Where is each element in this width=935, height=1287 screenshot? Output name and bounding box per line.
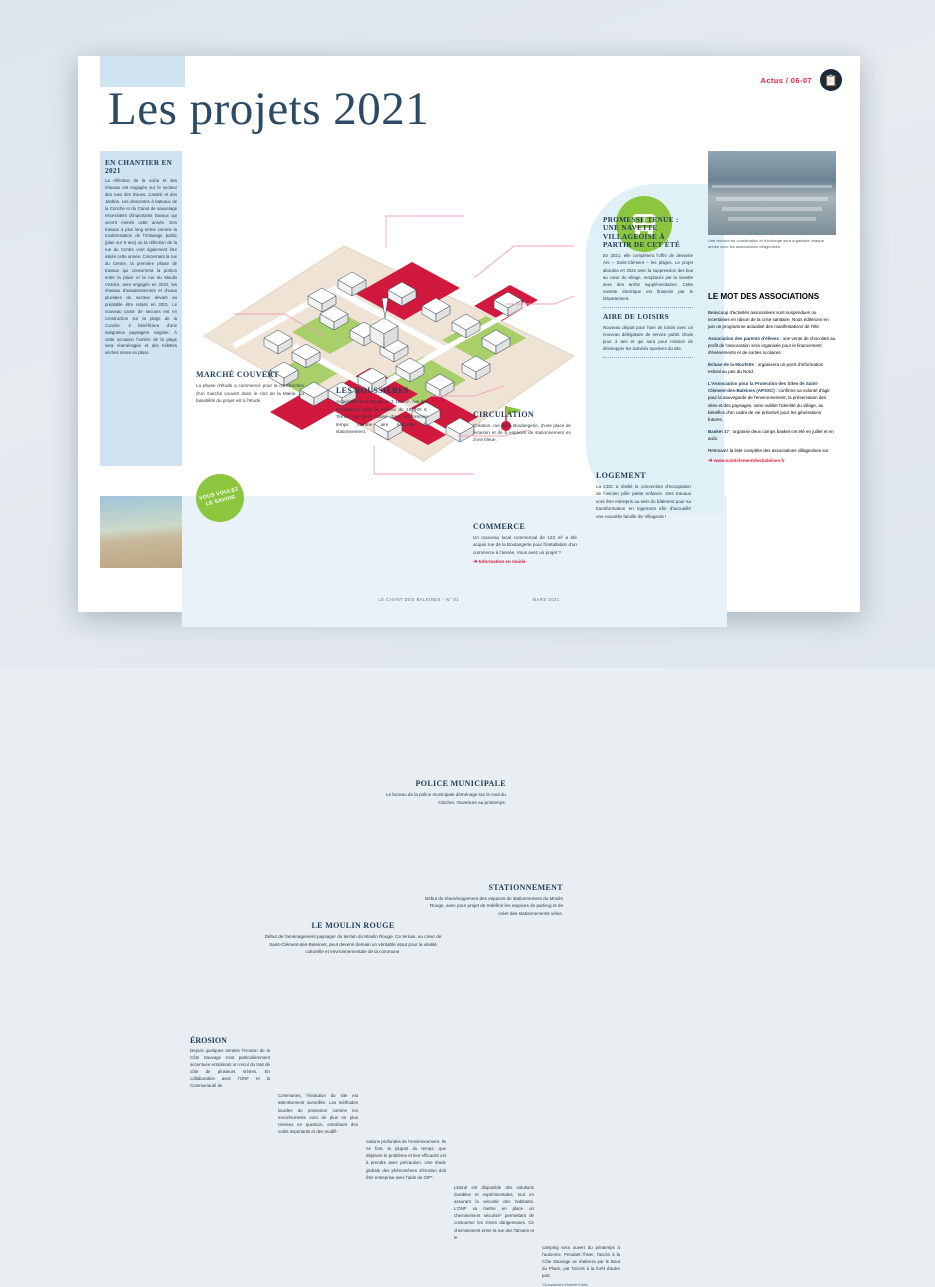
erosion-column-3: [366, 1138, 446, 1181]
teal-column: [603, 216, 693, 363]
callout-logement: [596, 471, 691, 520]
callout-police-municipale: [378, 779, 506, 806]
callout-circulation: [473, 410, 571, 444]
callout-moulin-rouge: [263, 921, 443, 955]
footer-right: MARS 2021: [532, 597, 560, 602]
commerce-info-link[interactable]: [473, 559, 577, 565]
callout-heading: CIRCULATION: [473, 409, 535, 419]
associations-outro: Retrouvez la liste complète des associations villageoises sur: [708, 447, 829, 453]
block-en-chantier: [105, 159, 177, 357]
association-text: : confirme sa volonté d'agir pour la sauvegarde de l'environnement, la préservation des sites et des paysages, sans oublier l'identité du village, au bénéfice d'un cadre de vie préservé pour les générations futures.: [708, 388, 830, 422]
callout-body: La phase d'étude a commencé pour la construction d'un marché couvert dans le clos de la Mairie. La faisabilité du projet est à l'étude.: [196, 383, 304, 404]
callout-les-roussieres: [336, 386, 428, 435]
callout-body: Début du réaménagement des espaces de stationnement du Moulin Rouge, avec pour projet de redéfinir les espaces de parking et de créer des stationnements vélos.: [424, 895, 563, 916]
erosion-heading: ÉROSION: [190, 1035, 227, 1045]
association-item: [708, 428, 836, 442]
callout-body: Un nouveau local commercial de 123 m² a été acquis rue de la Boulangerie pour l'installation d'un commerce à l'année. Vous avez un projet ?: [473, 534, 577, 555]
arrow-right-icon: ➔: [708, 458, 713, 465]
footer-left: LE CHANT DES BALEINES - N° 01: [378, 597, 460, 602]
callout-heading: LE MOULIN ROUGE: [311, 921, 395, 931]
magazine-spread: [78, 56, 860, 1287]
associations-intro: Beaucoup d'activités associatives sont suspendues ou incertaines en raison de la crise sanitaire. Nous éditerons en juin un programme actualisé des manifestations de l'été.: [708, 310, 829, 330]
association-name: L'Association pour la Protection des Sites de Saint-Clément-des-Baleines (APSSC): [708, 381, 819, 394]
block-heading: EN CHANTIER EN 2021: [105, 159, 173, 176]
callout-body: Début de l'aménagement paysager du terrain du Moulin Rouge. Ce terrain, au cœur de Saint-Clément-des-Baleines, peut devenir demain un véritable atout pour la vitalité culturelle et environnementale de la commune.: [264, 934, 442, 955]
arrow-right-icon: ➔: [473, 559, 478, 566]
callout-commerce: [473, 522, 577, 565]
erosion-column-4: [454, 1184, 534, 1241]
association-text: : organisera un point d'information estival au pas du Nord.: [708, 362, 824, 375]
badge-label: VOUS VOULEZ LE SAVOIR: [198, 486, 240, 508]
block-body: En 2021, elle complètera l'offre de desserte Ars – Saint-Clément – les plages. Le projet aboutira en 2022 avec la suppression des bus au cœur du village, remplacés par la navette avec des arrêts supplémentaires. Cette navette électrique est financée par le Département.: [603, 253, 693, 301]
associations-column: [708, 284, 836, 464]
association-item: [708, 335, 836, 357]
callout-stationnement: [423, 883, 563, 917]
callout-body: Acquisition d'un terrain de 3 190 m², rue des Roussières, pour la somme de 19 400 €. Terrain qui sera utilisé dans un premier temps comme aire naturelle de stationnement.: [336, 399, 428, 435]
association-meeting-photo: [708, 151, 836, 235]
block-heading: PROMESSE TENUE : UNE NAVETTE VILLAGEOISE À PARTIR DE CET ÉTÉ: [603, 216, 681, 250]
associations-heading: LE MOT DES ASSOCIATIONS: [708, 292, 820, 301]
clipboard-check-icon: 📋: [820, 69, 842, 91]
divider: [603, 307, 693, 308]
association-item: [708, 361, 836, 375]
erosion-column-1: [190, 1036, 270, 1090]
block-promesse-tenue: [603, 216, 693, 302]
erosion-body: Littoral est disponible des solutions durables et expérimentales, tout en assurant la sécurité des habitants. L'ONF va mettre en place un cheminement sécurisé* permettant de contourner les zones dangereuses. Ce cheminement entre la rue des Tamaris et le: [454, 1184, 534, 1240]
erosion-body: cations profondes de l'environnement. Ils ne font, la plupart du temps, que déplacer le problème et leur efficacité est à prendre avec précaution. Une étude globale des phénomènes d'érosion doit être entreprise avec l'aide du GIP*.: [366, 1139, 446, 1180]
association-item: [708, 380, 836, 423]
commerce-info-link-label: Information en mairie: [478, 559, 526, 565]
erosion-body: camping sera ouvert du printemps à l'automne. Pendant l'hiver, l'accès à la Côte Sauvage se réalisera par le Bout du Phare, par l'accès à la forêt d'autre part.: [542, 1244, 620, 1279]
block-aire-de-loisirs: [603, 313, 693, 352]
erosion-footnote: *Groupement d'Intérêt Public.: [542, 1283, 590, 1287]
callout-heading: LOGEMENT: [596, 471, 646, 481]
block-heading: AIRE DE LOISIRS: [603, 312, 669, 321]
erosion-body: Depuis quelques années l'érosion de la Côte Sauvage s'est particulièrement accentuée entraînant un recul du trait de côte de plusieurs mètres. En collaboration avec l'ONF et la Communauté de: [190, 1047, 270, 1089]
association-text: : une vente de chocolats au profit de l'association sera organisée pour le financement d'évènements et de sorties scolaires.: [708, 336, 836, 356]
divider: [603, 357, 693, 358]
associations-website-label: www.saintclementdesbaleines.fr: [713, 458, 785, 464]
callout-heading: COMMERCE: [473, 521, 526, 531]
association-text: : organise deux camps basket cet été en juillet et en août.: [708, 428, 834, 441]
callout-body: La CDC a résilié la convention d'occupation de l'ancien pôle petite enfance. Des travaux vont être entrepris au sein du bâtiment pour sa transformation en logement afin d'accueillir une nouvelle famille de Villageois !: [596, 484, 691, 519]
erosion-column-5: [542, 1244, 620, 1287]
erosion-body: Communes, l'évolution du site est attentivement surveillée. Les méthodes lourdes de protection comme les enrochements sont de plus en plus remises en question, entraînant des coûts importants et des modifi-: [278, 1093, 358, 1134]
association-name: Basket 17: [708, 428, 730, 434]
page-footer: [78, 597, 860, 602]
erosion-column-2: [278, 1092, 358, 1135]
callout-marche-couvert: [196, 370, 304, 404]
callout-body: Le bureau de la police municipale déménage sur le mail du Clocher. Ouverture au printemps.: [385, 792, 506, 805]
callout-body: Création, rue de la Boulangerie, d'une place de livraison et de 5 espaces de stationnement en zone bleue.: [473, 422, 571, 443]
block-body: Nouveau départ pour l'aire de loisirs avec un nouveau délégataire de service public choisi pour 3 ans et qui aura pour mission de développer les activités sportives du site.: [603, 324, 693, 351]
association-name: Écluse de la Moufette: [708, 362, 755, 368]
photo-caption: Une réunion de coordination et d'échange sera organisée chaque année avec les associations villageoises.: [708, 238, 824, 249]
associations-website-link[interactable]: [708, 458, 836, 464]
actus-label: Actus / 06-07: [760, 76, 812, 85]
block-body: La réfection de la voirie et des réseaux est engagée sur le secteur des rues des Doues, Casimir et des Jardins. Les descentes à bateaux de la Conche et du Canot de sauvetage nécessitent d'importants travaux qui seront menés cette année. Des travaux à plus long terme comme la modernisation de l'éclairage public (plan sur 5 ans) ou la réfection de la rue du Centre vont également être initiés cette année. Concernant la rue du Centre, la première phase de travaux qui concernera la portion entre la place et la rue du Moulin Victoire, sera engagée en 2022, les réseaux d'assainissement et d'eaux pluviales du secteur devant au préalable être refaits en 2021. Le nouveau poste de secours est en construction sur la plage de la Conche. Il bénéficiera d'une intégration paysagère soignée. À cette occasion l'arrière de la plage sera réaménagée et des toilettes sèches mises en place.: [105, 178, 177, 356]
callout-heading: LES ROUSSIÈRES: [336, 386, 409, 396]
page-title: Les projets 2021: [108, 83, 430, 135]
callout-heading: POLICE MUNICIPALE: [415, 779, 506, 789]
callout-heading: MARCHÉ COUVERT: [196, 370, 280, 380]
callout-heading: STATIONNEMENT: [488, 883, 563, 893]
coastline-photo: [100, 496, 182, 568]
association-name: Association des parents d'élèves: [708, 336, 779, 342]
